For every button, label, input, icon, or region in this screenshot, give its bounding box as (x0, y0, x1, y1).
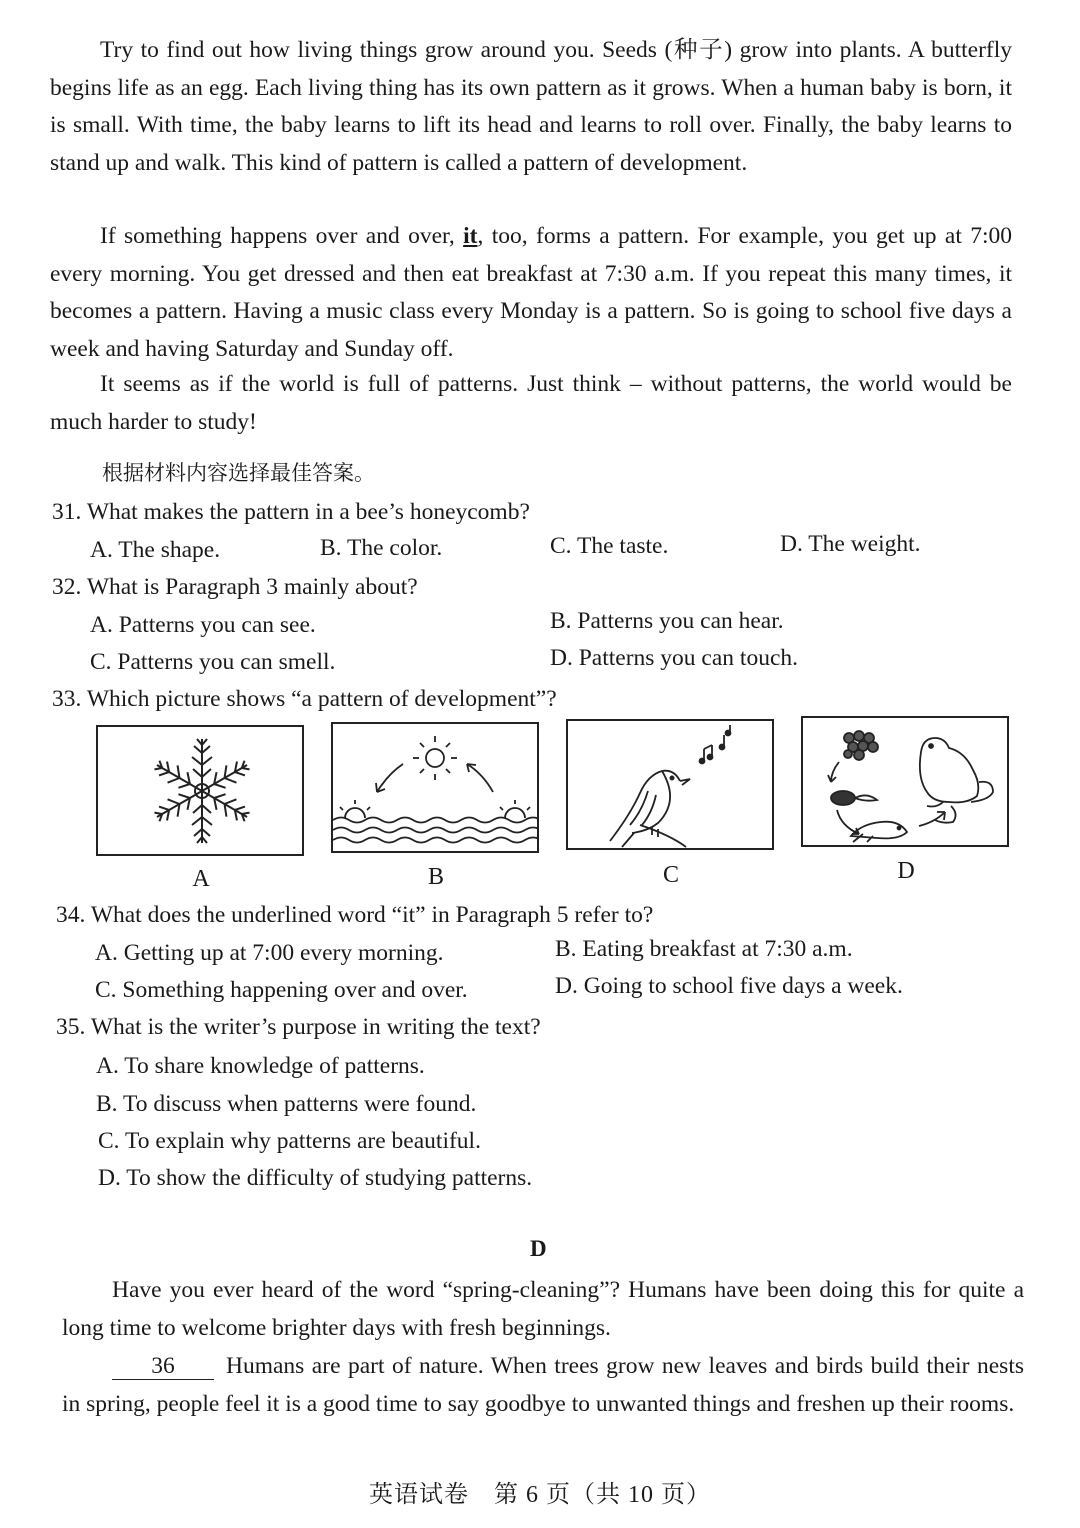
picture-c-label: C (662, 862, 679, 888)
paragraph-6 (50, 366, 1012, 441)
q34-option-a[interactable]: A. Getting up at 7:00 every morning. (95, 940, 444, 966)
q34-option-d[interactable]: D. Going to school five days a week. (555, 973, 903, 999)
blank-36[interactable]: 36 (112, 1353, 214, 1380)
q35-option-c[interactable]: C. To explain why patterns are beautiful. (98, 1128, 481, 1154)
q32-option-c[interactable]: C. Patterns you can smell. (90, 649, 336, 675)
question-31-stem: 31. What makes the pattern in a bee’s honeycomb? (52, 499, 530, 525)
picture-c-singing-bird[interactable] (566, 719, 774, 850)
picture-b-sun-cycle[interactable] (331, 722, 539, 853)
passage-d-paragraph-2-text: Humans are part of nature. When trees grow new leaves and birds build their nests in spring, people feel it is a good time to say goodbye to unwanted things and freshen up their rooms. (62, 1353, 1024, 1417)
paragraph-4 (50, 32, 1012, 182)
picture-b-label: B (427, 864, 444, 890)
question-33-stem: 33. Which picture shows “a pattern of development”? (52, 686, 557, 712)
paragraph-5 (50, 218, 1012, 368)
paragraph-5-text-after: , too, forms a pattern. For example, you get up at 7:00 every morning. You get dressed and then eat breakfast at 7:30 a.m. If you repeat this many times, it becomes a pattern. Having a music class every Monday is a pattern. So is going to school five days a week and having Saturday and Sunday off. (50, 223, 1012, 362)
passage-d-paragraph-1 (62, 1272, 1024, 1347)
q32-option-b[interactable]: B. Patterns you can hear. (550, 608, 784, 634)
frog-life-cycle-icon (803, 718, 1007, 845)
q32-option-d[interactable]: D. Patterns you can touch. (550, 645, 799, 671)
q34-option-c[interactable]: C. Something happening over and over. (95, 977, 468, 1003)
sun-cycle-icon (333, 724, 537, 851)
q35-option-d[interactable]: D. To show the difficulty of studying patterns. (98, 1165, 533, 1191)
page-footer: 英语试卷 第 6 页（共 10 页） (369, 1482, 711, 1508)
q31-option-c[interactable]: C. The taste. (550, 533, 669, 559)
bird-icon (568, 721, 772, 848)
picture-d-label: D (897, 858, 915, 884)
picture-d-frog-life-cycle[interactable] (801, 716, 1009, 847)
passage-d-paragraph-2 (62, 1348, 1024, 1423)
q34-option-b[interactable]: B. Eating breakfast at 7:30 a.m. (555, 936, 853, 962)
picture-a-snowflake[interactable] (96, 725, 304, 856)
question-35-stem: 35. What is the writer’s purpose in writing the text? (56, 1014, 541, 1040)
q31-option-a[interactable]: A. The shape. (90, 537, 221, 563)
question-32-stem: 32. What is Paragraph 3 mainly about? (52, 574, 418, 600)
question-34-stem: 34. What does the underlined word “it” in Paragraph 5 refer to? (56, 902, 654, 928)
section-d-heading: D (530, 1236, 547, 1261)
instruction: 根据材料内容选择最佳答案。 (102, 461, 375, 485)
snowflake-icon (98, 727, 302, 854)
paragraph-5-text-before: If something happens over and over, (100, 223, 464, 249)
q31-option-b[interactable]: B. The color. (320, 535, 443, 561)
paragraph-6-text: It seems as if the world is full of patterns. Just think – without patterns, the world would be much harder to study! (50, 371, 1012, 435)
q32-option-a[interactable]: A. Patterns you can see. (90, 612, 316, 638)
q35-option-b[interactable]: B. To discuss when patterns were found. (96, 1091, 477, 1117)
underlined-word-it: it (463, 223, 478, 249)
paragraph-4-text: Try to find out how living things grow around you. Seeds (种子) grow into plants. A butterfly begins life as an egg. Each living thing has its own pattern as it grows. When a human baby is born, it is small. With time, the baby learns to lift its head and learns to roll over. Finally, the baby learns to stand up and walk. This kind of pattern is called a pattern of development. (50, 37, 1012, 176)
picture-a-label: A (192, 866, 210, 892)
passage-d-paragraph-1-text: Have you ever heard of the word “spring-cleaning”? Humans have been doing this for quite a long time to welcome brighter days with fresh beginnings. (62, 1277, 1024, 1341)
q35-option-a[interactable]: A. To share knowledge of patterns. (96, 1053, 425, 1079)
q31-option-d[interactable]: D. The weight. (780, 531, 921, 557)
